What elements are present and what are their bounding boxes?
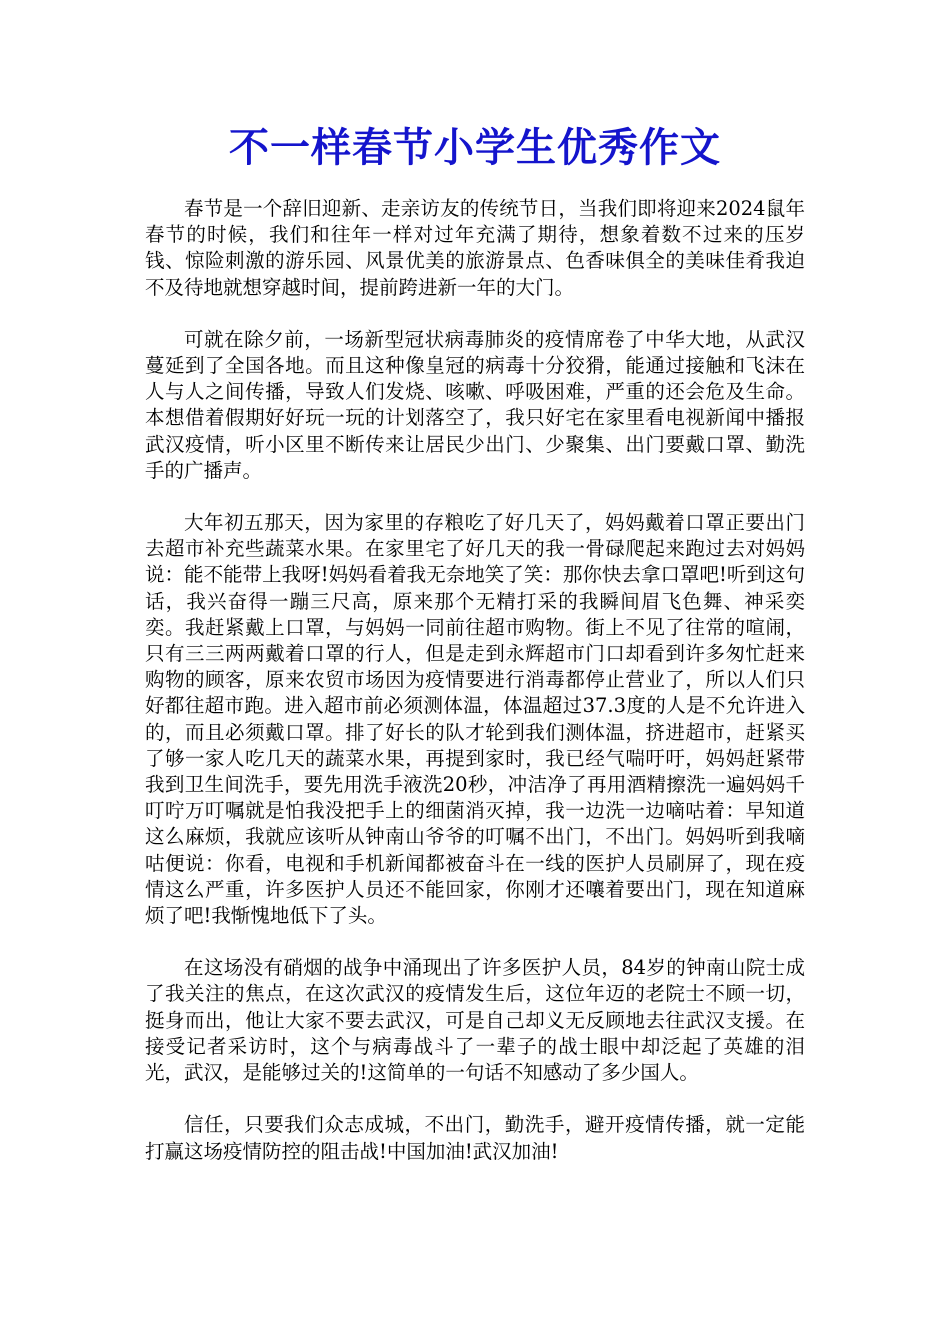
- paragraph-4: 在这场没有硝烟的战争中涌现出了许多医护人员，84岁的钟南山院士成了我关注的焦点，在这次武汉的疫情发生后，这位年迈的老院士不顾一切，挺身而出，他让大家不要去武汉，可是自己却义无反顾地去往武汉支援。在接受记者采访时，这个与病毒战斗了一辈子的战士眼中却泛起了英雄的泪光，武汉，是能够过关的!这简单的一句话不知感动了多少国人。: [145, 956, 805, 1085]
- paragraph-3: 大年初五那天，因为家里的存粮吃了好几天了，妈妈戴着口罩正要出门去超市补充些蔬菜水果。在家里宅了好几天的我一骨碌爬起来跑过去对妈妈说：能不能带上我呀!妈妈看着我无奈地笑了笑：那你快去拿口罩吧!听到这句话，我兴奋得一蹦三尺高，原来那个无精打采的我瞬间眉飞色舞、神采奕奕。我赶紧戴上口罩，与妈妈一同前往超市购物。街上不见了往常的喧闹，只有三三两两戴着口罩的行人，但是走到永辉超市门口却看到许多匆忙赶来购物的顾客，原来农贸市场因为疫情要进行消毒都停止营业了，所以人们只好都往超市跑。进入超市前必须测体温，体温超过37.3度的人是不允许进入的，而且必须戴口罩。排了好长的队才轮到我们测体温，挤进超市，赶紧买了够一家人吃几天的蔬菜水果，再提到家时，我已经气喘吁吁，妈妈赶紧带我到卫生间洗手，要先用洗手液洗20秒，冲洁净了再用酒精擦洗一遍妈妈千叮咛万叮嘱就是怕我没把手上的细菌消灭掉，我一边洗一边嘀咕着：早知道这么麻烦，我就应该听从钟南山爷爷的叮嘱不出门，不出门。妈妈听到我嘀咕便说：你看，电视和手机新闻都被奋斗在一线的医护人员刷屏了，现在疫情这么严重，许多医护人员还不能回家，你刚才还嚷着要出门，现在知道麻烦了吧!我惭愧地低下了头。: [145, 511, 805, 928]
- document-title: 不一样春节小学生优秀作文: [229, 124, 721, 171]
- paragraph-5: 信任，只要我们众志成城，不出门，勤洗手，避开疫情传播，就一定能打赢这场疫情防控的阻击战!中国加油!武汉加油!: [145, 1113, 805, 1163]
- paragraph-1: 春节是一个辞旧迎新、走亲访友的传统节日，当我们即将迎来2024鼠年春节的时候，我们和往年一样对过年充满了期待，想象着数不过来的压岁钱、惊险刺激的游乐园、风景优美的旅游景点、色香味俱全的美味佳肴我迫不及待地就想穿越时间，提前跨进新一年的大门。: [145, 197, 805, 299]
- document-body: [145, 196, 805, 1191]
- paragraph-2: 可就在除夕前，一场新型冠状病毒肺炎的疫情席卷了中华大地，从武汉蔓延到了全国各地。而且这种像皇冠的病毒十分狡猾，能通过接触和飞沫在人与人之间传播，导致人们发烧、咳嗽、呼吸困难，严重的还会危及生命。本想借着假期好好玩一玩的计划落空了，我只好宅在家里看电视新闻中播报武汉疫情，听小区里不断传来让居民少出门、少聚集、出门要戴口罩、勤洗手的广播声。: [145, 327, 805, 482]
